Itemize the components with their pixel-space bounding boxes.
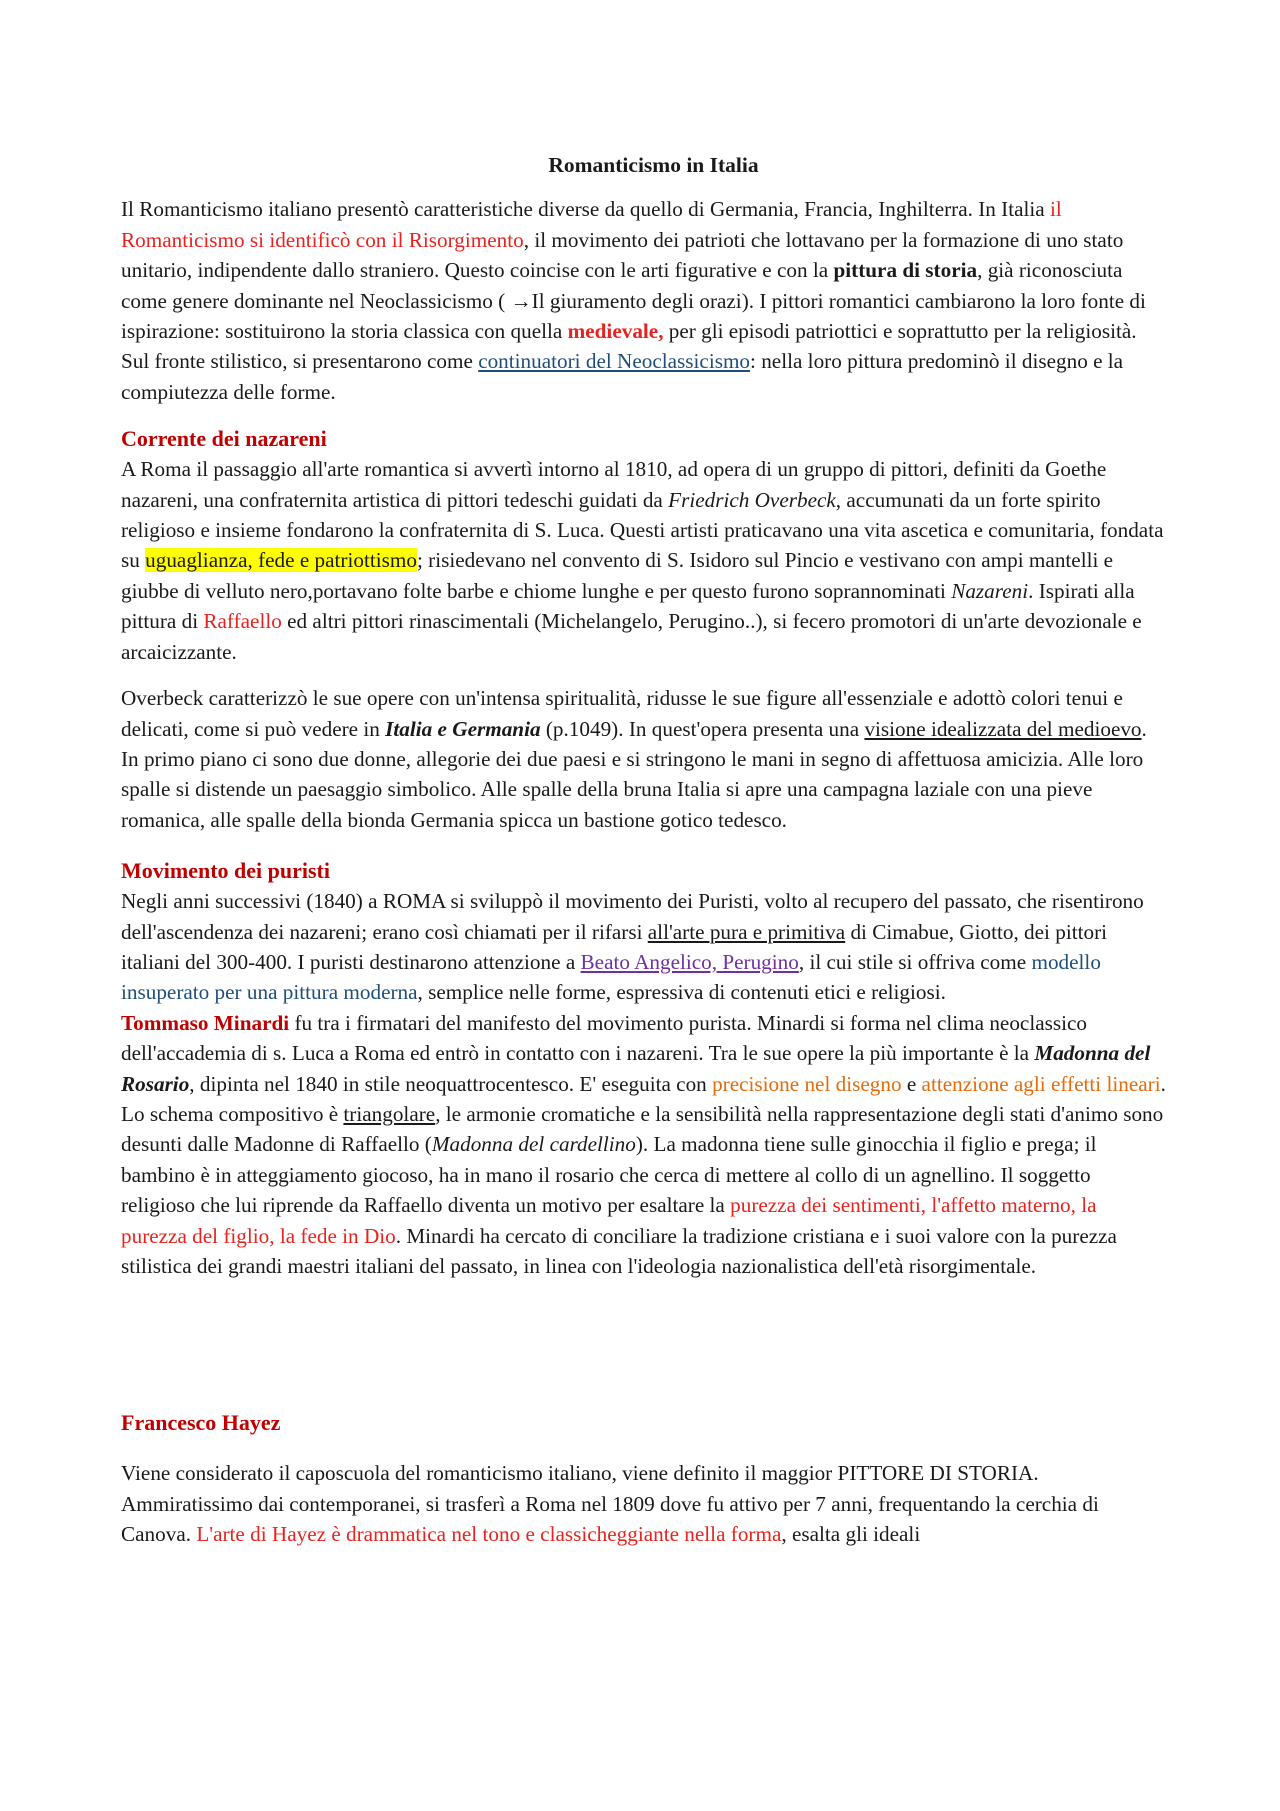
hayez-paragraph-1: Viene considerato il caposcuola del romanticismo italiano, viene definito il maggior PITTORE DI STORIA. Ammiratissimo dai contemporanei, si trasferì a Roma nel 1809 dove fu attivo per 7 anni, frequentando la cerchia di Canova. L'arte di Hayez è drammatica nel tono e classicheggiante nella forma, esalta gli ideali [121,1461,1099,1547]
puristi-paragraph-1: Negli anni successivi (1840) a ROMA si sviluppò il movimento dei Puristi, volto al recupero del passato, che risentirono dell'ascendenza dei nazareni; erano così chiamati per il rifarsi all'arte pura e primitiva di Cimabue, Giotto, dei pittori italiani del 300-400. I puristi destinarono attenzione a Beato Angelico, Perugino, il cui stile si offriva come modello insuperato per una pittura moderna, semplice nelle forme, espressiva di contenuti etici e religiosi. [121,889,1144,1005]
nazareni-paragraph-2: Overbeck caratterizzò le sue opere con un'intensa spiritualità, ridusse le sue figure all'essenziale e adottò colori tenui e delicati, come si può vedere in Italia e Germania (p.1049). In quest'opera presenta una visione idealizzata del medioevo. In primo piano ci sono due donne, allegorie dei due paesi e si stringono le mani in segno di affettuosa amicizia. Alle loro spalle si distende un paesaggio simbolico. Alle spalle della bruna Italia si apre una campagna laziale con una pieve romanica, alle spalle della bionda Germania spicca un bastione gotico tedesco. [121,686,1147,832]
heading-nazareni: Corrente dei nazareni [121,426,327,452]
document-body [121,150,1166,1550]
page-title: Romanticismo in Italia [548,153,759,177]
link-beato-angelico[interactable]: Beato Angelico, Perugino [580,949,799,974]
puristi-paragraph-2: Tommaso Minardi fu tra i firmatari del manifesto del movimento purista. Minardi si forma nel clima neoclassico dell'accademia di s. Luca a Roma ed entrò in contatto con i nazareni. Tra le sue opere la più importante è la Madonna del Rosario, dipinta nel 1840 in stile neoquattrocentesco. E' eseguita con precisione nel disegno e attenzione agli effetti lineari. Lo schema compositivo è triangolare, le armonie cromatiche e la sensibilità nella rappresentazione degli stati d'animo sono desunti dalle Madonne di Raffaello (Madonna del cardellino). La madonna tiene sulle ginocchia il figlio e prega; il bambino è in atteggiamento giocoso, ha in mano il rosario che cerca di mettere al collo di un agnellino. Il soggetto religioso che lui riprende da Raffaello diventa un motivo per esaltare la purezza dei sentimenti, l'affetto materno, la purezza del figlio, la fede in Dio. Minardi ha cercato di conciliare la tradizione cristiana e i suoi valore con la purezza stilistica dei grandi maestri italiani del passato, in linea con l'ideologia nazionalistica dell'età risorgimentale. [121,1010,1166,1278]
highlighted-text: uguaglianza, fede e patriottismo [145,548,417,573]
intro-paragraph: Il Romanticismo italiano presentò caratteristiche diverse da quello di Germania, Francia, Inghilterra. In Italia il Romanticismo si identificò con il Risorgimento, il movimento dei patrioti che lottavano per la formazione di uno stato unitario, indipendente dallo straniero. Questo coincise con le arti figurative e con la pittura di storia, già riconosciuta come genere dominante nel Neoclassicismo ( →Il giuramento degli orazi). I pittori romantici cambiarono la loro fonte di ispirazione: sostituirono la storia classica con quella medievale, per gli episodi patriottici e soprattutto per la religiosità. Sul fronte stilistico, si presentarono come continuatori del Neoclassicismo: nella loro pittura predominò il disegno e la compiutezza delle forme. [121,197,1146,404]
link-continuatori[interactable]: continuatori del Neoclassicismo [478,349,751,374]
heading-hayez: Francesco Hayez [121,1410,281,1436]
nazareni-paragraph-1: A Roma il passaggio all'arte romantica si avvertì intorno al 1810, ad opera di un gruppo di pittori, definiti da Goethe nazareni, una confraternita artistica di pittori tedeschi guidati da Friedrich Overbeck, accumunati da un forte spirito religioso e insieme fondarono la confraternita di S. Luca. Questi artisti praticavano una vita ascetica e comunitaria, fondata su uguaglianza, fede e patriottismo; risiedevano nel convento di S. Isidoro sul Pincio e vestivano con ampi mantelli e giubbe di velluto nero,portavano folte barbe e chiome lunghe e per questo furono soprannominati Nazareni. Ispirati alla pittura di Raffaello ed altri pittori rinascimentali (Michelangelo, Perugino..), si fecero promotori di un'arte devozionale e arcaicizzante. [121,457,1164,664]
heading-puristi: Movimento dei puristi [121,858,330,884]
